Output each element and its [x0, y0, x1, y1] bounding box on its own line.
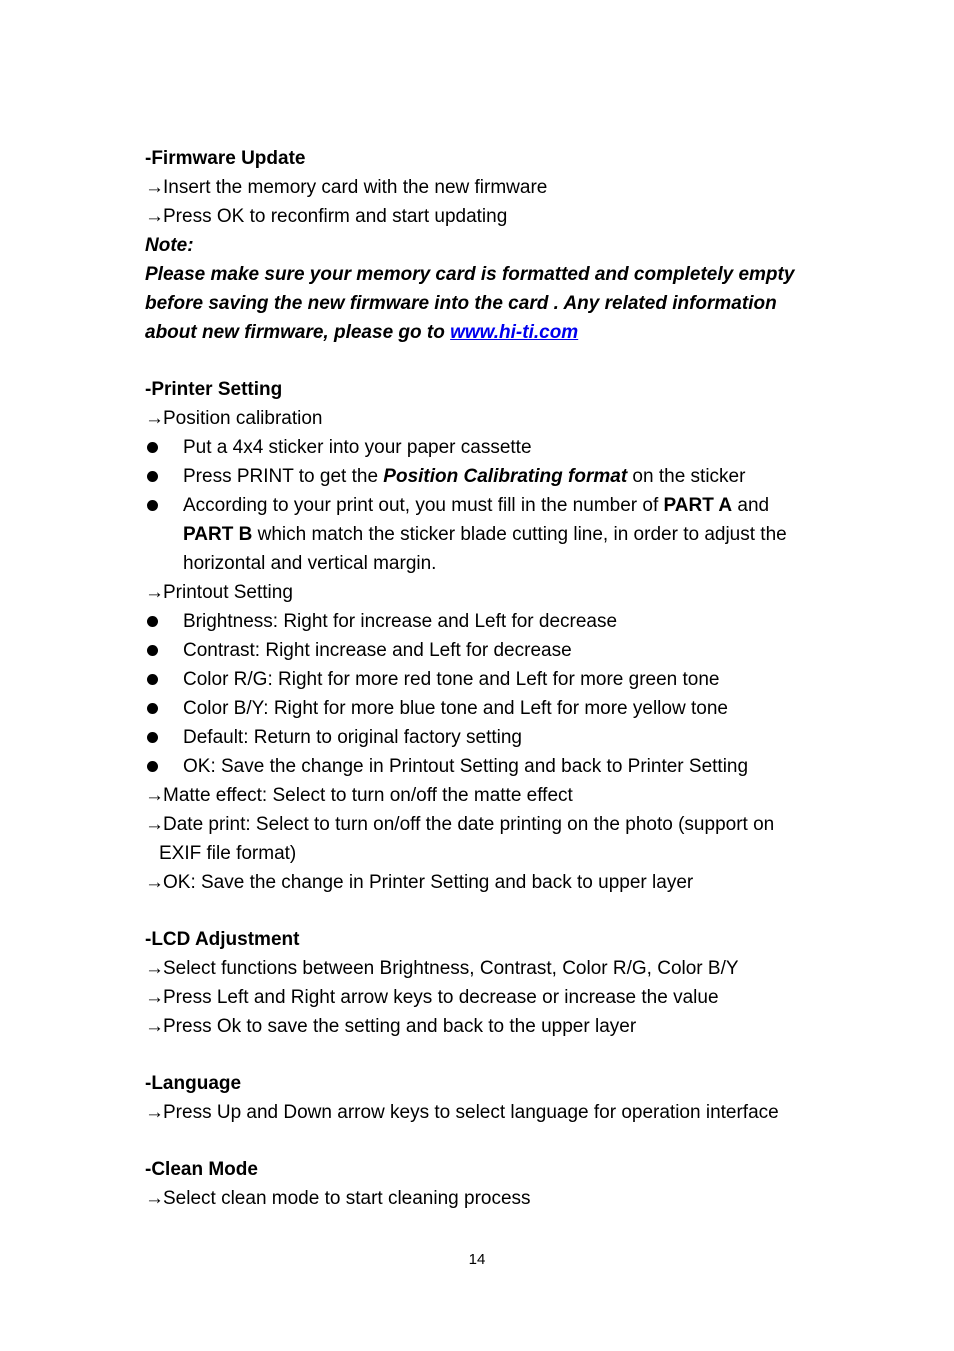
bullet-icon: [147, 703, 158, 714]
bullet-icon: [147, 616, 158, 627]
manual-page: [145, 144, 825, 1213]
note-label: Note:: [145, 235, 194, 256]
bullet-icon: [147, 732, 158, 743]
arrow-icon: →: [145, 1102, 164, 1123]
bullet-item: OK: Save the change in Printout Setting and back to Printer Setting: [145, 752, 825, 781]
bullet-item: Color B/Y: Right for more blue tone and Left for more yellow tone: [145, 694, 825, 723]
section-heading: -Printer Setting: [145, 379, 283, 400]
hiti-website-link[interactable]: www.hi-ti.com: [450, 322, 579, 343]
bullet-item: Press PRINT to get the Position Calibrating format on the sticker: [145, 462, 825, 491]
bullet-icon: [147, 442, 158, 453]
arrow-item: → Printout Setting: [145, 578, 825, 607]
bullet-item: Color R/G: Right for more red tone and Left for more green tone: [145, 665, 825, 694]
bullet-item: Contrast: Right increase and Left for decrease: [145, 636, 825, 665]
note-text: before saving the new firmware into the card . Any related information: [145, 293, 777, 314]
arrow-item: → Select clean mode to start cleaning process: [145, 1184, 825, 1213]
arrow-item: → Matte effect: Select to turn on/off the matte effect: [145, 781, 825, 810]
printer-setting-section: [145, 375, 825, 897]
arrow-item: → Press OK to reconfirm and start updating: [145, 202, 825, 231]
arrow-item: → Position calibration: [145, 404, 825, 433]
arrow-icon: →: [145, 958, 164, 979]
arrow-icon: →: [145, 582, 164, 603]
note-text: about new firmware, please go to www.hi-ti.com: [145, 322, 579, 343]
arrow-icon: →: [145, 408, 164, 429]
arrow-item-continuation: EXIF file format): [159, 843, 297, 864]
arrow-item: → Press Up and Down arrow keys to select language for operation interface: [145, 1098, 825, 1127]
arrow-item: → Insert the memory card with the new firmware: [145, 173, 825, 202]
arrow-icon: →: [145, 814, 164, 835]
bullet-item: Brightness: Right for increase and Left for decrease: [145, 607, 825, 636]
arrow-icon: →: [145, 1016, 164, 1037]
arrow-item: → Date print: Select to turn on/off the date printing on the photo (support on: [145, 810, 825, 839]
note-text: Please make sure your memory card is formatted and completely empty: [145, 264, 795, 285]
arrow-icon: →: [145, 785, 164, 806]
bullet-icon: [147, 761, 158, 772]
section-heading: -Language: [145, 1073, 242, 1094]
bullet-icon: [147, 500, 158, 511]
bullet-icon: [147, 471, 158, 482]
arrow-icon: →: [145, 206, 164, 227]
arrow-icon: →: [145, 1188, 164, 1209]
arrow-item: → Select functions between Brightness, Contrast, Color R/G, Color B/Y: [145, 954, 825, 983]
lcd-adjustment-section: [145, 925, 825, 1041]
arrow-icon: →: [145, 872, 164, 893]
firmware-update-section: [145, 144, 825, 347]
page-number: 14: [468, 1251, 486, 1268]
bullet-icon: [147, 674, 158, 685]
section-heading: -LCD Adjustment: [145, 929, 300, 950]
section-heading: -Firmware Update: [145, 148, 306, 169]
arrow-item: → Press Ok to save the setting and back to the upper layer: [145, 1012, 825, 1041]
clean-mode-section: [145, 1155, 825, 1213]
bullet-item: According to your print out, you must fill in the number of PART A and PART B which match the sticker blade cutting line, in order to adjust the horizontal and vertical margin.: [145, 491, 825, 578]
language-section: [145, 1069, 825, 1127]
arrow-item: → Press Left and Right arrow keys to decrease or increase the value: [145, 983, 825, 1012]
bullet-item: Put a 4x4 sticker into your paper cassette: [145, 433, 825, 462]
section-heading: -Clean Mode: [145, 1159, 258, 1180]
arrow-icon: →: [145, 177, 164, 198]
arrow-item: → OK: Save the change in Printer Setting and back to upper layer: [145, 868, 825, 897]
bullet-item: Default: Return to original factory setting: [145, 723, 825, 752]
arrow-icon: →: [145, 987, 164, 1008]
bullet-icon: [147, 645, 158, 656]
